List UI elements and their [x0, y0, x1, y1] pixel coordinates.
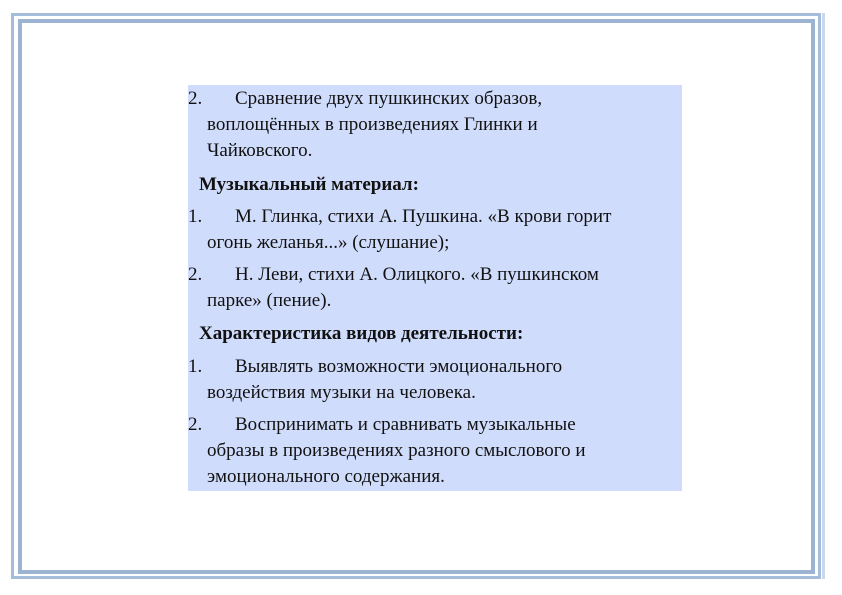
list-number: 2. — [188, 88, 203, 109]
list-item-text: Н. Леви, стихи А. Олицкого. «В пушкинском — [235, 264, 599, 285]
list-item-text: огонь желанья...» (слушание); — [207, 232, 450, 253]
list-item — [188, 204, 682, 256]
list-item-text: воплощённых в произведениях Глинки и — [207, 114, 538, 135]
list-item-text: образы в произведениях разного смыслового и — [207, 440, 586, 461]
text-block — [188, 85, 682, 491]
list-item-text: М. Глинка, стихи А. Пушкина. «В крови горит — [235, 206, 612, 227]
list-item — [188, 412, 682, 490]
list-number: 2. — [188, 264, 203, 285]
list-number: 1. — [188, 206, 203, 227]
list-item-text: воздействия музыки на человека. — [207, 382, 476, 403]
list-number: 2. — [188, 414, 203, 435]
list-item — [188, 262, 682, 314]
list-item-text: Чайковского. — [207, 140, 313, 161]
list-item-text: эмоционального содержания. — [207, 466, 445, 487]
page-border-accent — [822, 13, 825, 579]
list-item-text: Воспринимать и сравнивать музыкальные — [235, 414, 576, 435]
list-item — [188, 354, 682, 406]
list-item-text: Сравнение двух пушкинских образов, — [235, 88, 543, 109]
list-item-text: парке» (пение). — [207, 290, 332, 311]
list-item — [188, 86, 682, 164]
section-heading: Музыкальный материал: — [199, 174, 419, 195]
list-item-text: Выявлять возможности эмоционального — [235, 356, 563, 377]
section-heading: Характеристика видов деятельности: — [199, 323, 524, 344]
list-number: 1. — [188, 356, 203, 377]
